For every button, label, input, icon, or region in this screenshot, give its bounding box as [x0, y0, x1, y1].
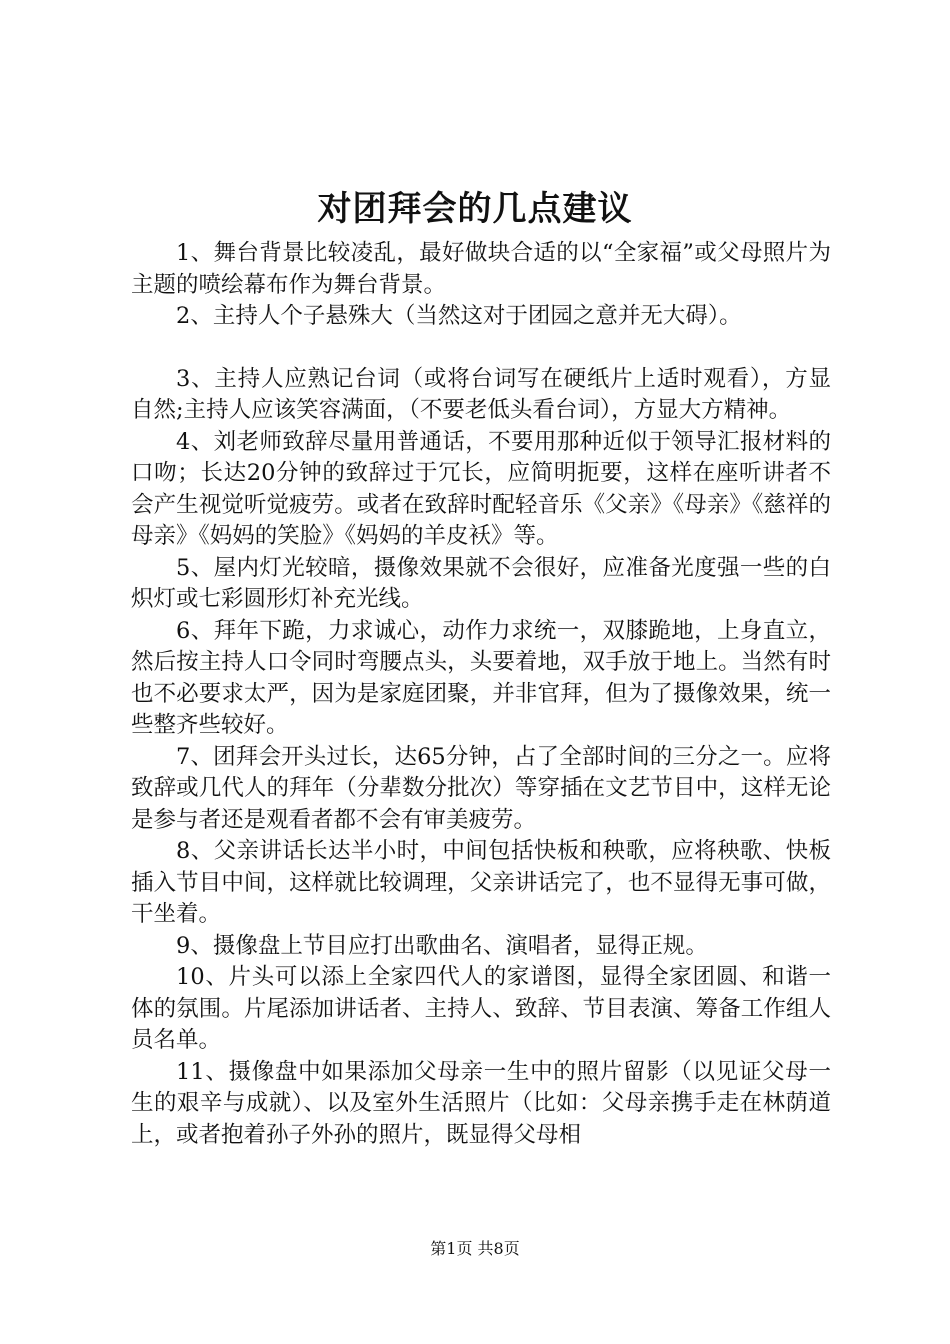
- paragraph-8: 8、父亲讲话长达半小时，中间包括快板和秧歌，应将秧歌、快板插入节目中间，这样就比较调理，父亲讲话完了，也不显得无事可做，干坐着。: [131, 838, 831, 927]
- page-number-footer: 第1页 共8页: [430, 1239, 520, 1258]
- paragraph-9: 9、摄像盘上节目应打出歌曲名、演唱者，显得正规。: [176, 932, 708, 959]
- paragraph-10: 10、片头可以添上全家四代人的家谱图，显得全家团圆、和谐一体的氛围。片尾添加讲话者、主持人、致辞、节目表演、筹备工作组人员名单。: [131, 964, 831, 1053]
- paragraph-4: 4、刘老师致辞尽量用普通话，不要用那种近似于领导汇报材料的口吻；长达20分钟的致辞过于冗长，应简明扼要，这样在座听讲者不会产生视觉听觉疲劳。或者在致辞时配轻音乐《父亲》《母亲》《慈祥的母亲》《妈妈的笑脸》《妈妈的羊皮袄》等。: [131, 428, 831, 549]
- document-title: 对团拜会的几点建议: [317, 189, 633, 229]
- paragraph-1: 1、舞台背景比较凌乱，最好做块合适的以“全家福”或父母照片为主题的喷绘幕布作为舞台背景。: [131, 240, 831, 298]
- paragraph-2: 2、主持人个子悬殊大（当然这对于团园之意并无大碍）。: [176, 303, 742, 329]
- document-body: [131, 238, 831, 1151]
- paragraph-5: 5、屋内灯光较暗，摄像效果就不会很好，应准备光度强一些的白炽灯或七彩圆形灯补充光线。: [131, 554, 831, 612]
- paragraph-7: 7、团拜会开头过长，达65分钟，占了全部时间的三分之一。应将致辞或几代人的拜年（分辈数分批次）等穿插在文艺节目中，这样无论是参与者还是观看者都不会有审美疲劳。: [131, 743, 831, 833]
- paragraph-6: 6、拜年下跪，力求诚心，动作力求统一，双膝跪地，上身直立，然后按主持人口令同时弯腰点头，头要着地，双手放于地上。当然有时也不必要求太严，因为是家庭团聚，并非官拜，但为了摄像效果，统一些整齐些较好。: [131, 617, 831, 738]
- paragraph-3: 3、主持人应熟记台词（或将台词写在硬纸片上适时观看），方显自然;主持人应该笑容满面，（不要老低头看台词），方显大方精神。: [131, 365, 831, 423]
- paragraph-11: 11、摄像盘中如果添加父母亲一生中的照片留影（以见证父母一生的艰辛与成就）、以及室外生活照片（比如：父母亲携手走在林荫道上，或者抱着孙子外孙的照片，既显得父母相: [131, 1058, 831, 1148]
